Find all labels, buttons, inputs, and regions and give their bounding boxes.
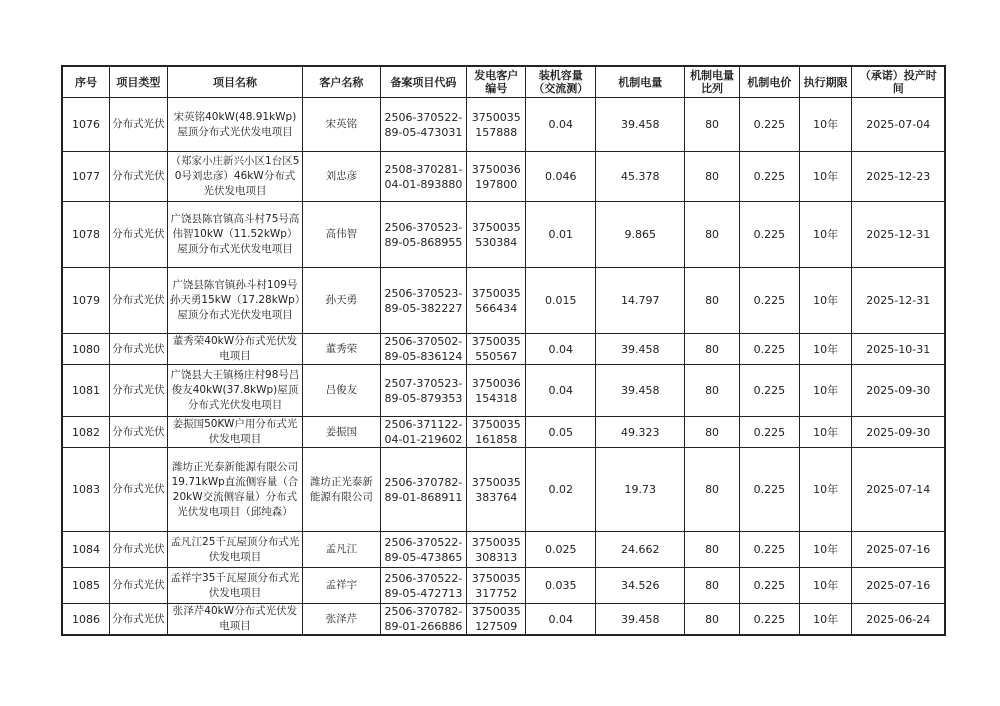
cell-date: 2025-07-16: [852, 568, 945, 604]
cell-ratio: 80: [685, 202, 740, 268]
cell-term: 10年: [799, 417, 852, 448]
cell-mech-energy: 39.458: [596, 365, 685, 417]
cell-cust-no: 3750036154318: [467, 365, 526, 417]
cell-cust-no: 3750035317752: [467, 568, 526, 604]
table-row: [62, 532, 945, 568]
header-row: [62, 66, 945, 98]
cell-cust-no: 3750035308313: [467, 532, 526, 568]
cell-type: 分布式光伏: [110, 152, 168, 202]
cell-seq: 1085: [62, 568, 110, 604]
cell-term: 10年: [799, 448, 852, 532]
cell-name: 董秀荣40kW分布式光伏发电项目: [167, 334, 302, 365]
header-code: 备案项目代码: [380, 66, 467, 98]
cell-seq: 1086: [62, 604, 110, 636]
cell-type: 分布式光伏: [110, 365, 168, 417]
cell-capacity: 0.05: [526, 417, 596, 448]
cell-code: 2507-370523-89-05-879353: [380, 365, 467, 417]
cell-term: 10年: [799, 532, 852, 568]
cell-seq: 1081: [62, 365, 110, 417]
header-name: 项目名称: [167, 66, 302, 98]
cell-customer: 潍坊正光泰新能源有限公司: [303, 448, 380, 532]
cell-type: 分布式光伏: [110, 532, 168, 568]
cell-code: 2506-370523-89-05-382227: [380, 268, 467, 334]
cell-customer: 孟凡江: [303, 532, 380, 568]
cell-code: 2506-370523-89-05-868955: [380, 202, 467, 268]
cell-cust-no: 3750035127509: [467, 604, 526, 636]
cell-code: 2508-370281-04-01-893880: [380, 152, 467, 202]
cell-customer: 孟祥宇: [303, 568, 380, 604]
cell-mech-energy: 24.662: [596, 532, 685, 568]
cell-mech-energy: 34.526: [596, 568, 685, 604]
cell-price: 0.225: [739, 532, 799, 568]
cell-seq: 1083: [62, 448, 110, 532]
table-row: [62, 334, 945, 365]
cell-customer: 董秀荣: [303, 334, 380, 365]
cell-ratio: 80: [685, 365, 740, 417]
cell-mech-energy: 45.378: [596, 152, 685, 202]
cell-name: 孟祥宇35千瓦屋顶分布式光伏发电项目: [167, 568, 302, 604]
header-capacity: 装机容量（交流测）: [526, 66, 596, 98]
cell-date: 2025-09-30: [852, 417, 945, 448]
table-row: [62, 268, 945, 334]
table-row: [62, 98, 945, 152]
cell-cust-no: 3750036197800: [467, 152, 526, 202]
cell-mech-energy: 49.323: [596, 417, 685, 448]
cell-name: 张泽芹40kW分布式光伏发电项目: [167, 604, 302, 636]
header-seq: 序号: [62, 66, 110, 98]
cell-seq: 1084: [62, 532, 110, 568]
header-cust-no: 发电客户编号: [467, 66, 526, 98]
cell-name: 姜振国50KW户用分布式光伏发电项目: [167, 417, 302, 448]
cell-ratio: 80: [685, 98, 740, 152]
cell-type: 分布式光伏: [110, 448, 168, 532]
cell-cust-no: 3750035530384: [467, 202, 526, 268]
cell-mech-energy: 9.865: [596, 202, 685, 268]
table-row: [62, 417, 945, 448]
table-row: [62, 604, 945, 636]
cell-type: 分布式光伏: [110, 98, 168, 152]
cell-price: 0.225: [739, 417, 799, 448]
cell-price: 0.225: [739, 98, 799, 152]
cell-ratio: 80: [685, 152, 740, 202]
cell-term: 10年: [799, 365, 852, 417]
header-mech-energy: 机制电量: [596, 66, 685, 98]
cell-code: 2506-370782-89-01-868911: [380, 448, 467, 532]
cell-term: 10年: [799, 334, 852, 365]
cell-cust-no: 3750035161858: [467, 417, 526, 448]
cell-type: 分布式光伏: [110, 334, 168, 365]
cell-cust-no: 3750035157888: [467, 98, 526, 152]
header-type: 项目类型: [110, 66, 168, 98]
cell-customer: 张泽芹: [303, 604, 380, 636]
cell-code: 2506-370522-89-05-473865: [380, 532, 467, 568]
cell-name: 宋英铭40kW(48.91kWp)屋顶分布式光伏发电项目: [167, 98, 302, 152]
cell-name: 潍坊正光泰新能源有限公司19.71kWp直流侧容量（合20kW交流侧容量）分布式光伏发电项目（邱纯森）: [167, 448, 302, 532]
cell-mech-energy: 19.73: [596, 448, 685, 532]
cell-code: 2506-370502-89-05-836124: [380, 334, 467, 365]
cell-code: 2506-370782-89-01-266886: [380, 604, 467, 636]
project-table: [61, 65, 946, 636]
cell-ratio: 80: [685, 268, 740, 334]
cell-ratio: 80: [685, 448, 740, 532]
cell-term: 10年: [799, 202, 852, 268]
cell-customer: 吕俊友: [303, 365, 380, 417]
cell-cust-no: 3750035550567: [467, 334, 526, 365]
cell-type: 分布式光伏: [110, 268, 168, 334]
header-ratio: 机制电量比列: [685, 66, 740, 98]
cell-ratio: 80: [685, 604, 740, 636]
cell-capacity: 0.04: [526, 334, 596, 365]
cell-capacity: 0.025: [526, 532, 596, 568]
cell-price: 0.225: [739, 268, 799, 334]
cell-code: 2506-371122-04-01-219602: [380, 417, 467, 448]
cell-capacity: 0.01: [526, 202, 596, 268]
cell-term: 10年: [799, 152, 852, 202]
cell-name: 广饶县大王镇杨庄村98号吕俊友40kW(37.8kWp)屋顶分布式光伏发电项目: [167, 365, 302, 417]
cell-date: 2025-07-16: [852, 532, 945, 568]
cell-price: 0.225: [739, 568, 799, 604]
cell-date: 2025-07-14: [852, 448, 945, 532]
cell-seq: 1080: [62, 334, 110, 365]
cell-price: 0.225: [739, 152, 799, 202]
cell-capacity: 0.015: [526, 268, 596, 334]
cell-customer: 孙天勇: [303, 268, 380, 334]
table-row: [62, 202, 945, 268]
cell-date: 2025-09-30: [852, 365, 945, 417]
cell-date: 2025-12-23: [852, 152, 945, 202]
cell-customer: 宋英铭: [303, 98, 380, 152]
cell-customer: 姜振国: [303, 417, 380, 448]
cell-type: 分布式光伏: [110, 568, 168, 604]
cell-capacity: 0.035: [526, 568, 596, 604]
cell-date: 2025-12-31: [852, 202, 945, 268]
cell-term: 10年: [799, 568, 852, 604]
cell-seq: 1077: [62, 152, 110, 202]
cell-ratio: 80: [685, 568, 740, 604]
header-customer: 客户名称: [303, 66, 380, 98]
cell-cust-no: 3750035566434: [467, 268, 526, 334]
cell-type: 分布式光伏: [110, 604, 168, 636]
cell-code: 2506-370522-89-05-472713: [380, 568, 467, 604]
cell-customer: 刘忠彦: [303, 152, 380, 202]
cell-seq: 1079: [62, 268, 110, 334]
cell-name: 广饶县陈官镇高斗村75号高伟智10kW（11.52kWp）屋顶分布式光伏发电项目: [167, 202, 302, 268]
cell-cust-no: 3750035383764: [467, 448, 526, 532]
cell-seq: 1076: [62, 98, 110, 152]
cell-price: 0.225: [739, 202, 799, 268]
cell-date: 2025-07-04: [852, 98, 945, 152]
cell-name: （郑家小庄新兴小区1台区50号刘忠彦）46kW分布式光伏发电项目: [167, 152, 302, 202]
cell-name: 广饶县陈官镇孙斗村109号孙天勇15kW（17.28kWp）屋顶分布式光伏发电项目: [167, 268, 302, 334]
cell-name: 孟凡江25千瓦屋顶分布式光伏发电项目: [167, 532, 302, 568]
cell-ratio: 80: [685, 532, 740, 568]
cell-price: 0.225: [739, 365, 799, 417]
cell-mech-energy: 39.458: [596, 604, 685, 636]
header-term: 执行期限: [799, 66, 852, 98]
table-row: [62, 152, 945, 202]
cell-mech-energy: 14.797: [596, 268, 685, 334]
cell-price: 0.225: [739, 334, 799, 365]
cell-seq: 1082: [62, 417, 110, 448]
cell-capacity: 0.04: [526, 98, 596, 152]
cell-capacity: 0.02: [526, 448, 596, 532]
cell-term: 10年: [799, 98, 852, 152]
cell-mech-energy: 39.458: [596, 334, 685, 365]
table-row: [62, 448, 945, 532]
cell-price: 0.225: [739, 448, 799, 532]
cell-ratio: 80: [685, 417, 740, 448]
cell-seq: 1078: [62, 202, 110, 268]
cell-type: 分布式光伏: [110, 417, 168, 448]
cell-term: 10年: [799, 604, 852, 636]
cell-mech-energy: 39.458: [596, 98, 685, 152]
header-price: 机制电价: [739, 66, 799, 98]
cell-ratio: 80: [685, 334, 740, 365]
cell-capacity: 0.04: [526, 365, 596, 417]
cell-date: 2025-10-31: [852, 334, 945, 365]
cell-capacity: 0.046: [526, 152, 596, 202]
cell-date: 2025-06-24: [852, 604, 945, 636]
cell-term: 10年: [799, 268, 852, 334]
cell-capacity: 0.04: [526, 604, 596, 636]
cell-price: 0.225: [739, 604, 799, 636]
table-row: [62, 365, 945, 417]
cell-type: 分布式光伏: [110, 202, 168, 268]
cell-date: 2025-12-31: [852, 268, 945, 334]
cell-code: 2506-370522-89-05-473031: [380, 98, 467, 152]
table-row: [62, 568, 945, 604]
header-date: （承诺）投产时间: [852, 66, 945, 98]
cell-customer: 高伟智: [303, 202, 380, 268]
